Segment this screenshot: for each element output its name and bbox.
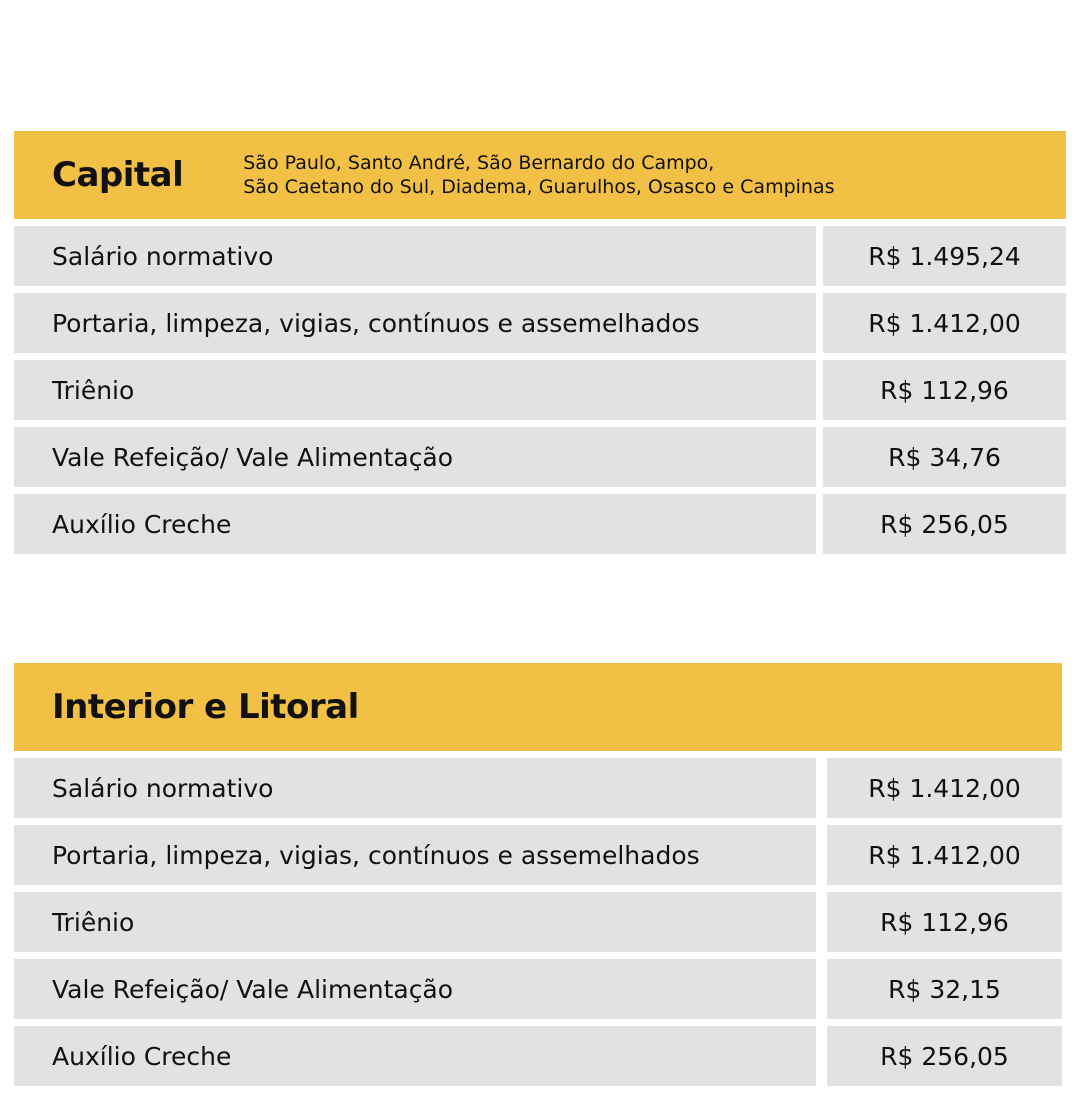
row-value: R$ 112,96 (823, 360, 1066, 420)
row-label: Portaria, limpeza, vigias, contínuos e assemelhados (14, 293, 816, 353)
row-label: Portaria, limpeza, vigias, contínuos e assemelhados (14, 825, 816, 885)
row-label: Triênio (14, 892, 816, 952)
capital-cities-line-1: São Paulo, Santo André, São Bernardo do Campo, (243, 152, 715, 174)
capital-cities-line-2: São Caetano do Sul, Diadema, Guarulhos, Osasco e Campinas (243, 176, 835, 198)
row-value: R$ 1.412,00 (827, 758, 1062, 818)
capital-cities (243, 151, 834, 199)
row-value: R$ 34,76 (823, 427, 1066, 487)
row-label: Auxílio Creche (14, 1026, 816, 1086)
row-label: Auxílio Creche (14, 494, 816, 554)
interior-table (14, 663, 1062, 1087)
row-value: R$ 256,05 (827, 1026, 1062, 1086)
row-value: R$ 32,15 (827, 959, 1062, 1019)
row-value: R$ 1.412,00 (823, 293, 1066, 353)
row-value: R$ 1.495,24 (823, 226, 1066, 286)
capital-table (14, 131, 1066, 555)
row-label: Vale Refeição/ Vale Alimentação (14, 959, 816, 1019)
row-label: Salário normativo (14, 758, 816, 818)
capital-title: Capital (52, 155, 184, 195)
interior-title: Interior e Litoral (52, 687, 359, 727)
row-label: Triênio (14, 360, 816, 420)
interior-header (14, 663, 1062, 751)
row-label: Vale Refeição/ Vale Alimentação (14, 427, 816, 487)
row-label: Salário normativo (14, 226, 816, 286)
capital-header (14, 131, 1066, 219)
row-value: R$ 256,05 (823, 494, 1066, 554)
row-value: R$ 1.412,00 (827, 825, 1062, 885)
row-value: R$ 112,96 (827, 892, 1062, 952)
